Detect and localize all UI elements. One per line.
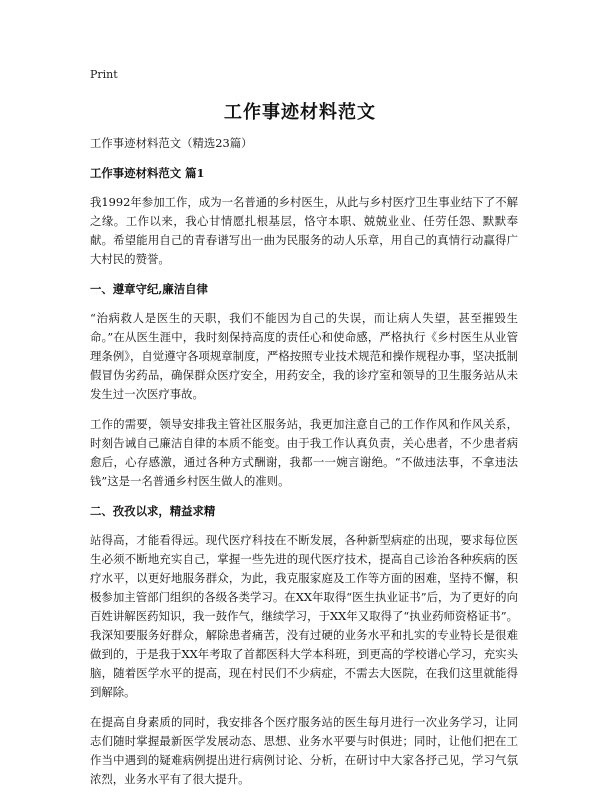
article-heading: 工作事迹材料范文 篇1 bbox=[90, 166, 205, 180]
document-body bbox=[90, 134, 518, 800]
section-heading-1: 一、遵章守纪,廉洁自律 bbox=[90, 282, 208, 296]
section-1-paragraph-1: “治病救人是医生的天职，我们不能因为自己的失误，而让病人失望，甚至摧毁生命。”在从医生涯中，我时刻保持高度的责任心和使命感，严格执行《乡村医生从业管理条例》，自觉遵守各项规章制度，严格按照专业技术规范和操作规程办事，坚决抵制假冒伪劣药品，确保群众医疗安全，用药安全，我的诊疗室和领导的卫生服务站从未发生过一次医疗事故。 bbox=[90, 311, 518, 401]
section-2-paragraph-1: 站得高，才能看得远。现代医疗科技在不断发展，各种新型病症的出现，要求每位医生必须不断地充实自己，掌握一些先进的现代医疗技术，提高自己诊治各种疾病的医疗水平，以更好地服务群众，为此，我克服家庭及工作等方面的困难，坚持不懈，积极参加主管部门组织的各级各类学习。在XX年取得“医生执业证书”后，为了更好的向百姓讲解医药知识，我一鼓作气，继续学习，于XX年又取得了“执业药师资格证书”。我深知要服务好群众，解除患者痛苦，没有过硬的业务水平和扎实的专业特长是很难做到的，于是我于XX年考取了首都医科大学本科班，到更高的学校谱心学习，充实头脑，随着医学水平的提高，现在村民们不少病症，不需去大医院，在我们这里就能得到解除。 bbox=[90, 533, 518, 699]
section-2-paragraph-2: 在提高自身素质的同时，我安排各个医疗服务站的医生每月进行一次业务学习，让同志们随时掌握最新医学发展动态、思想、业务水平要与时俱进；同时，让他们把在工作当中遇到的疑难病例提出进行病例讨论、分析，在研讨中大家各抒己见，学习气氛浓烈，业务水平有了很大提升。 bbox=[90, 715, 518, 786]
section-1-paragraph-2: 工作的需要，领导安排我主管社区服务站，我更加注意自己的工作作风和作风关系，时刻告诫自己廉洁自律的本质不能变。由于我工作认真负责，关心患者，不少患者病愈后，心存感激，通过各种方式酬谢，我都一一婉言谢绝。“不做违法事，不拿违法钱”这是一名普通乡村医生做人的准则。 bbox=[90, 417, 518, 488]
section-heading-2: 二、孜孜以求，精益求精 bbox=[90, 504, 216, 518]
document-title: 工作事迹材料范文 bbox=[224, 102, 376, 123]
intro-paragraph: 我1992年参加工作，成为一名普通的乡村医生，从此与乡村医疗卫生事业结下了不解之缘。工作以来，我心甘情愿扎根基层，恪守本职、兢兢业业、任劳任怨、默默奉献。希望能用自己的青春谱写出一曲为民服务的动人乐章，用自己的真情行动赢得广大村民的赞誉。 bbox=[90, 195, 518, 266]
print-label[interactable]: Print bbox=[90, 68, 118, 81]
document-subtitle: 工作事迹材料范文（精选23篇） bbox=[90, 136, 253, 150]
